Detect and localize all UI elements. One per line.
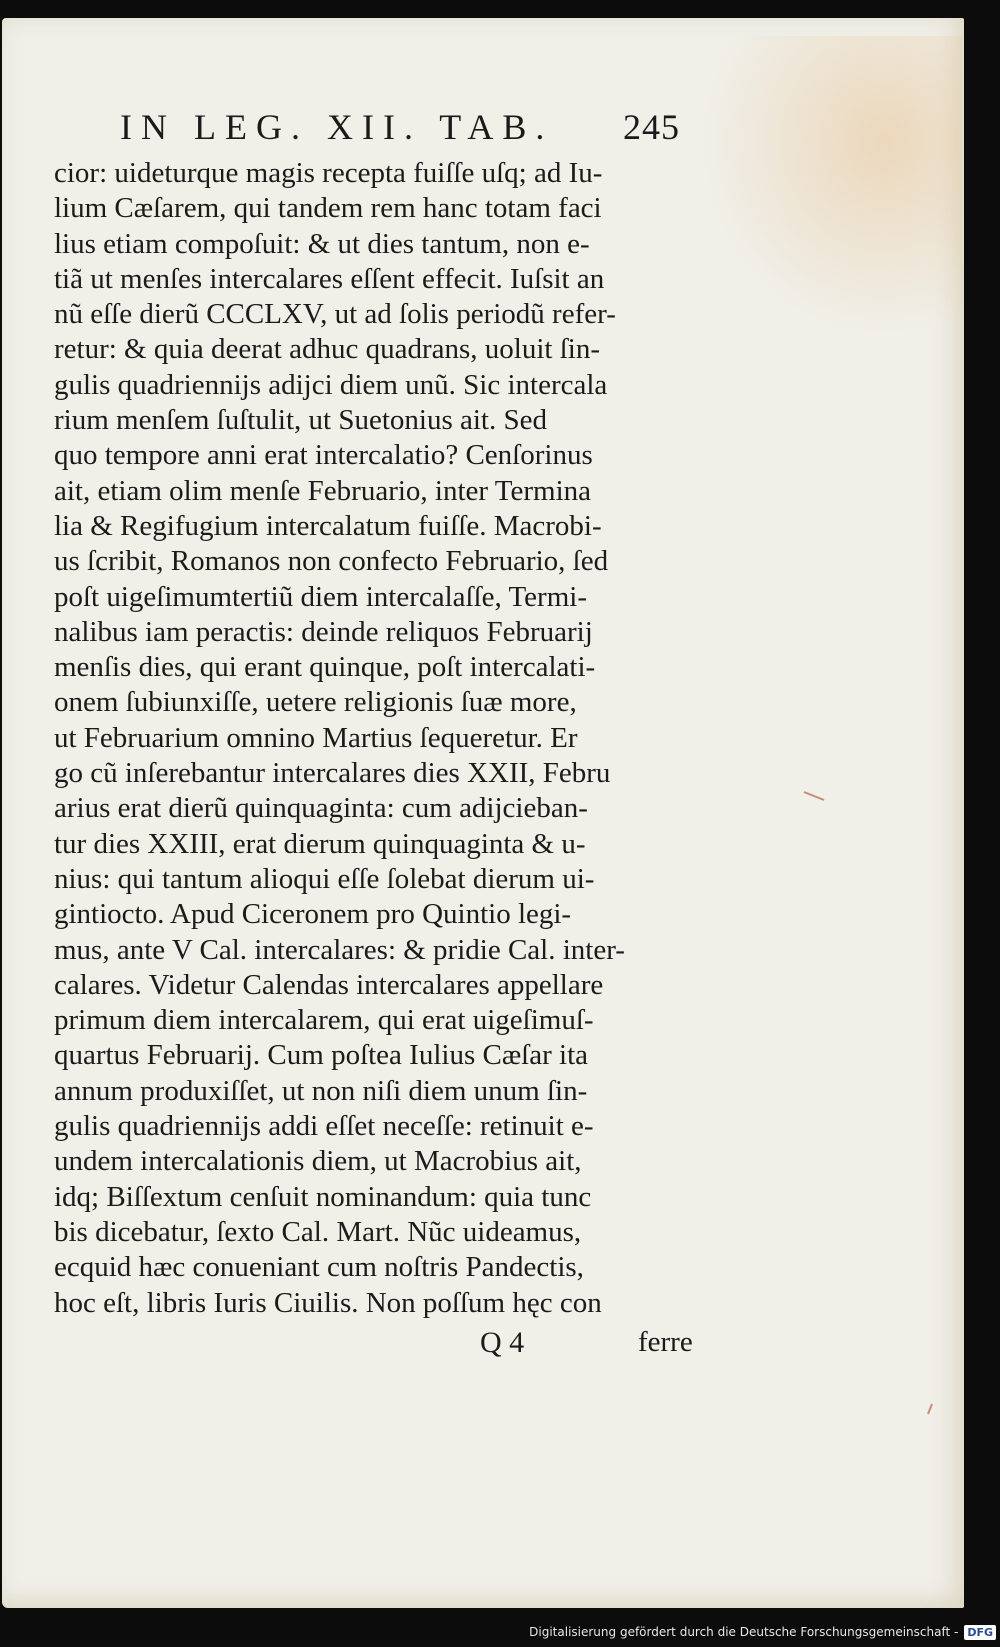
text-line: rium menſem ſuſtulit, ut Suetonius ait. Sed (54, 404, 547, 437)
text-line: us ſcribit, Romanos non confecto Februario, ſed (54, 545, 609, 578)
digitization-footer (529, 1621, 996, 1643)
text-line: lius etiam compoſuit: & ut dies tantum, non e- (54, 227, 590, 260)
text-line: nũ eſſe dierũ CCCLXV, ut ad ſolis periodũ refer- (54, 298, 616, 331)
text-line: poſt uigeſimumtertiũ diem intercalaſſe, Termi- (54, 580, 587, 613)
text-line: gulis quadriennijs adijci diem unũ. Sic intercala (54, 368, 608, 401)
text-line: cior: uideturque magis recepta fuiſſe uſq; ad Iu- (54, 157, 603, 189)
dfg-logo: DFG (964, 1625, 996, 1640)
text-line: lia & Regifugium intercalatum fuiſſe. Macrobi- (54, 509, 602, 542)
running-head-title: IN LEG. XII. TAB. (120, 107, 554, 147)
margin-mark (802, 788, 832, 808)
text-line: ut Februarium omnino Martius ſequeretur. Er (54, 721, 578, 754)
text-line: arius erat dierũ quinquaginta: cum adijcieban- (54, 792, 588, 825)
text-line: nius: qui tantum alioqui eſſe ſolebat dierum ui- (54, 862, 595, 895)
text-line: calares. Videtur Calendas intercalares appellare (54, 968, 604, 1001)
text-line: quartus Februarij. Cum poſtea Iulius Cæſar ita (54, 1039, 588, 1072)
text-line: tur dies XXIII, erat dierum quinquaginta & u- (54, 827, 586, 860)
text-line: mus, ante V Cal. intercalares: & pridie Cal. inter- (54, 933, 625, 966)
text-line: annum produxiſſet, ut non niſi diem unum ſin- (54, 1074, 588, 1107)
text-line: nalibus iam peractis: deinde reliquos Februarij (54, 615, 593, 648)
running-head (120, 106, 680, 156)
text-line: menſis dies, qui erant quinque, poſt intercalati- (54, 651, 596, 684)
text-line: lium Cæſarem, qui tandem rem hanc totam faci (54, 192, 602, 225)
catchword: ferre (638, 1326, 693, 1358)
text-line: gulis quadriennijs addi eſſet neceſſe: retinuit e- (54, 1110, 594, 1143)
text-line: retur: & quia deerat adhuc quadrans, uoluit ſin- (54, 333, 600, 366)
text-line: primum diem intercalarem, qui erat uigeſimuſ- (54, 1004, 594, 1037)
book-page (2, 18, 964, 1608)
text-line: tiã ut menſes intercalares eſſent effecit. Iuſsit an (54, 262, 605, 295)
text-line: gintiocto. Apud Ciceronem pro Quintio legi- (54, 898, 572, 931)
text-line: undem intercalationis diem, ut Macrobius ait, (54, 1145, 582, 1178)
text-line: ecquid hæc conueniant cum noſtris Pandectis, (54, 1251, 584, 1284)
text-line: go cũ inſerebantur intercalares dies XXII, Febru (54, 757, 611, 790)
text-line: quo tempore anni erat intercalatio? Cenſorinus (54, 439, 593, 472)
text-line: idq; Biſſextum cenſuit nominandum: quia tunc (54, 1180, 592, 1213)
page-number: 245 (623, 107, 680, 147)
footer-credit: Digitalisierung gefördert durch die Deutsche Forschungsgemeinschaft - (529, 1625, 959, 1639)
text-line: bis dicebatur, ſexto Cal. Mart. Nũc uideamus, (54, 1215, 582, 1248)
text-line: hoc eſt, libris Iuris Ciuilis. Non poſſum hęc con (54, 1286, 602, 1319)
page-stain (702, 36, 962, 336)
text-line: ait, etiam olim menſe Februario, inter Termina (54, 474, 591, 507)
body-text (54, 156, 694, 1321)
text-line: onem ſubiunxiſſe, uetere religionis ſuæ more, (54, 686, 577, 719)
margin-mark-lower (924, 1402, 936, 1418)
signature-mark: Q 4 (480, 1326, 525, 1359)
